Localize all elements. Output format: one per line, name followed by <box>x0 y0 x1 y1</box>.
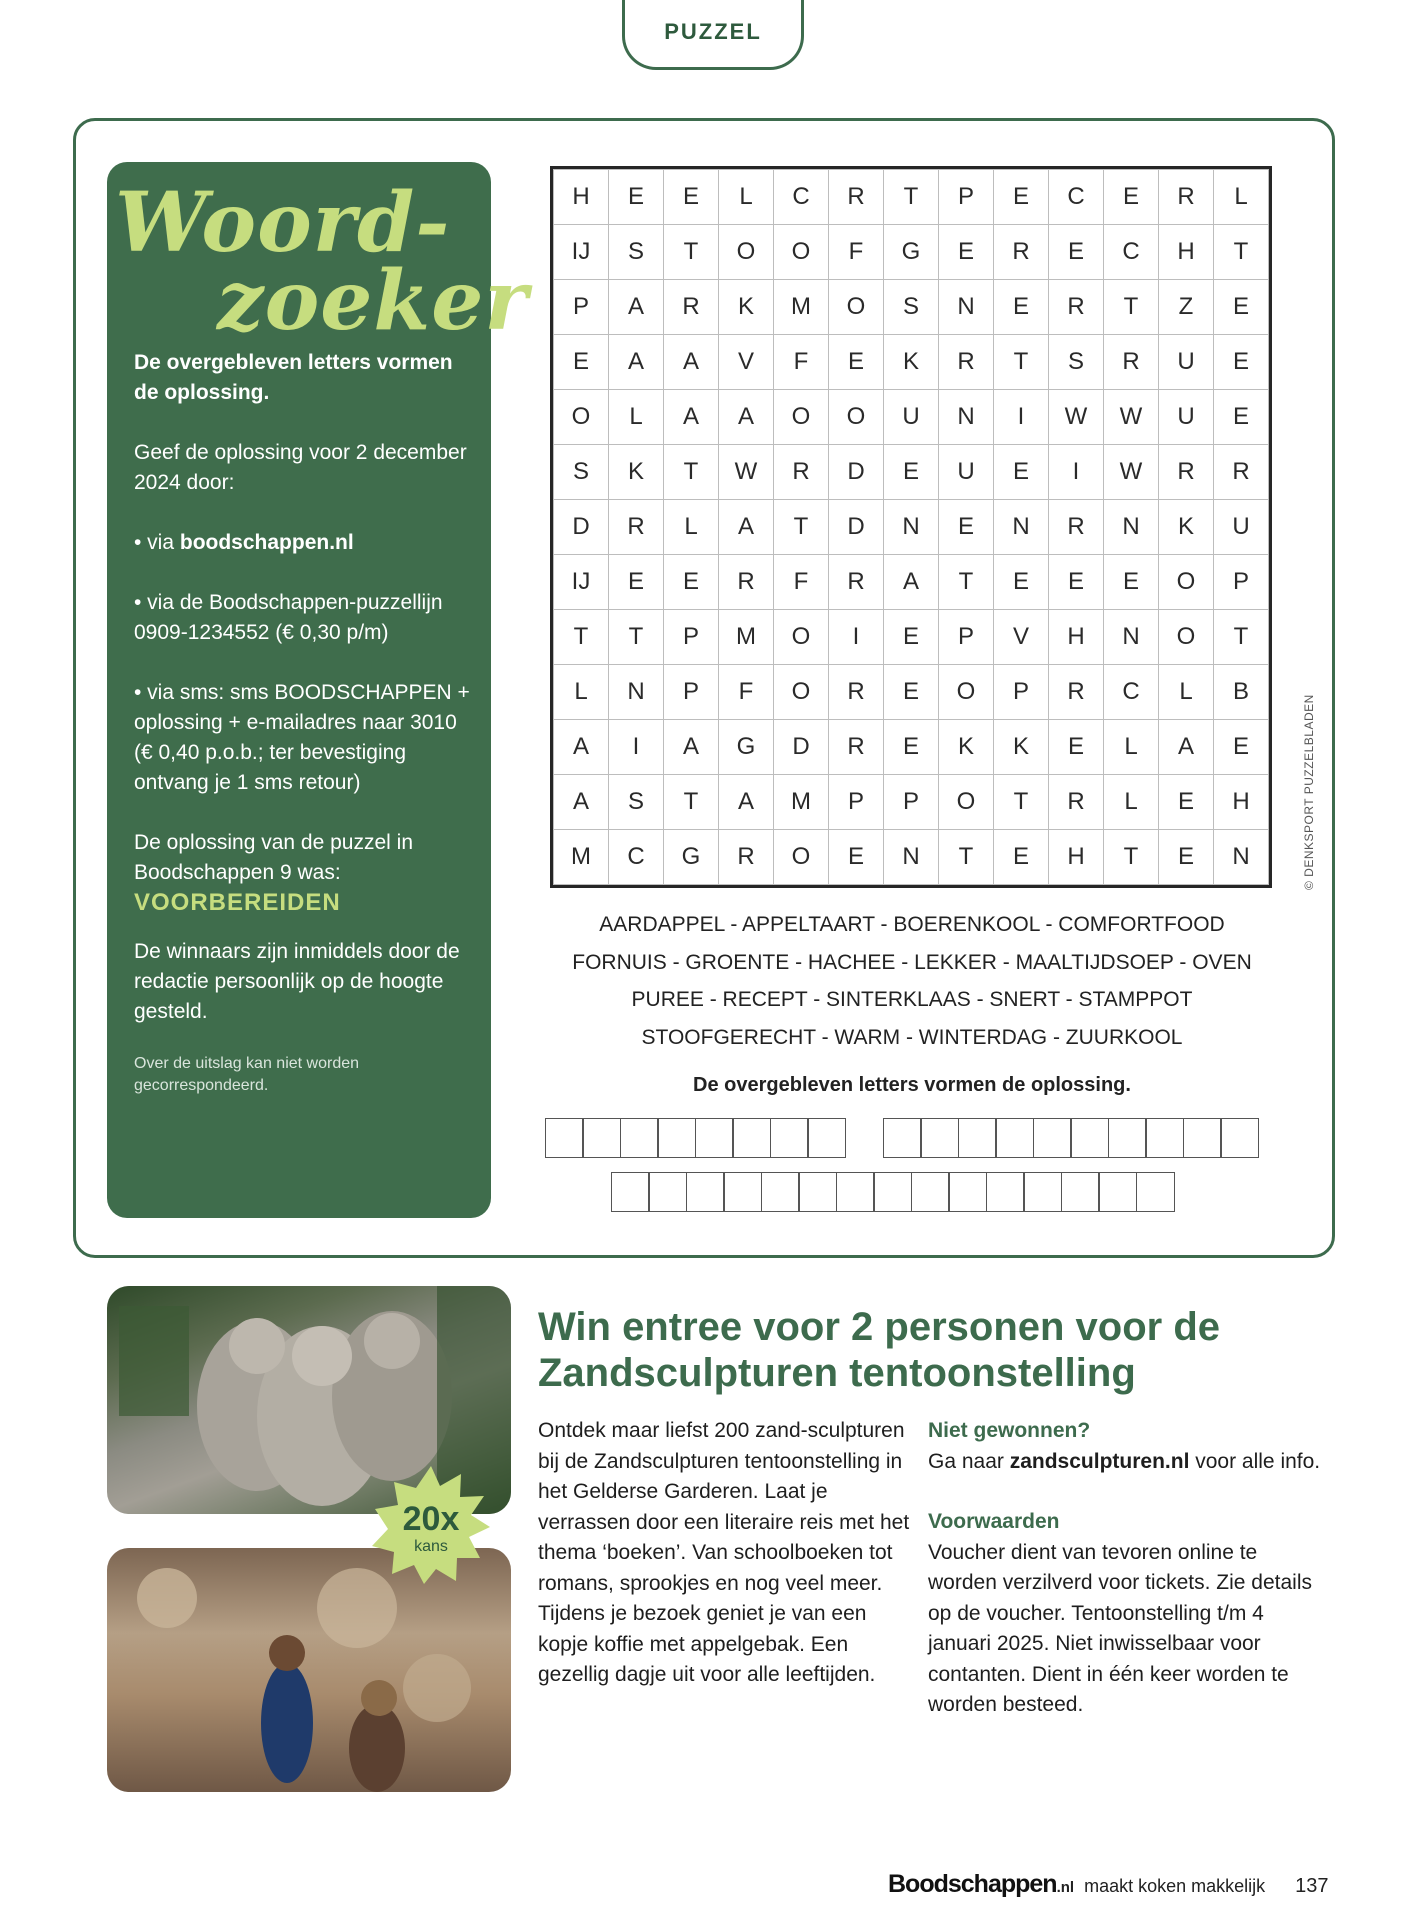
grid-row <box>554 665 1269 720</box>
word-line: PUREE - RECEPT - SINTERKLAAS - SNERT - STAMPPOT <box>631 988 1193 1011</box>
grid-cell: P <box>554 280 609 335</box>
instructions-panel <box>107 162 529 1218</box>
contest-body: Ontdek maar liefst 200 zand-sculpturen bij de Zandsculpturen tentoonstelling in het Gelderse Garderen. Laat je verrassen door een literaire reis met het thema ‘boeken’. Van schoolboeken tot romans, sprookjes en nog veel meer. Tijdens je bezoek geniet je van een kopje koffie met appelgebak. Een gezellig dagje uit voor alle leeftijden. <box>538 1419 910 1686</box>
grid-cell: F <box>774 555 829 610</box>
solution-box[interactable] <box>873 1172 912 1212</box>
grid-cell: P <box>829 775 884 830</box>
grid-cell: R <box>609 500 664 555</box>
grid-cell: N <box>1214 830 1269 885</box>
grid-cell: E <box>1159 830 1214 885</box>
brand-logo: Boodschappen <box>888 1870 1057 1898</box>
solution-box[interactable] <box>1136 1172 1175 1212</box>
grid-row <box>554 555 1269 610</box>
intro-text: De overgebleven letters vormen de oplossing. <box>134 351 453 404</box>
grid-cell: M <box>774 775 829 830</box>
not-won-suffix: voor alle info. <box>1189 1449 1321 1473</box>
grid-cell: C <box>1104 665 1159 720</box>
grid-cell: R <box>829 665 884 720</box>
grid-row <box>554 170 1269 225</box>
contest-sidebar <box>928 1416 1328 1751</box>
grid-cell: E <box>609 555 664 610</box>
grid-cell: F <box>719 665 774 720</box>
grid-cell: K <box>719 280 774 335</box>
grid-cell: A <box>609 280 664 335</box>
solution-box[interactable] <box>1033 1118 1072 1158</box>
tagline: maakt koken makkelijk <box>1084 1876 1266 1896</box>
section-tab: PUZZEL <box>622 0 804 70</box>
grid-cell: S <box>1049 335 1104 390</box>
grid-cell: I <box>1049 445 1104 500</box>
not-won-heading: Niet gewonnen? <box>928 1419 1091 1442</box>
word-line: AARDAPPEL - APPELTAART - BOERENKOOL - COMFORTFOOD <box>599 913 1225 936</box>
grid-cell: T <box>609 610 664 665</box>
grid-cell: L <box>1104 720 1159 775</box>
grid-cell: R <box>829 555 884 610</box>
grid-cell: T <box>1104 830 1159 885</box>
solution-box[interactable] <box>1098 1172 1137 1212</box>
solution-box[interactable] <box>995 1118 1034 1158</box>
solution-box[interactable] <box>958 1118 997 1158</box>
grid-cell: R <box>1159 170 1214 225</box>
grid-cell: I <box>609 720 664 775</box>
grid-cell: E <box>664 555 719 610</box>
grid-cell: U <box>1159 335 1214 390</box>
grid-cell: T <box>884 170 939 225</box>
solution-box[interactable] <box>761 1172 800 1212</box>
grid-cell: Z <box>1159 280 1214 335</box>
title-line-1: Woord- <box>115 175 451 271</box>
grid-cell: S <box>884 280 939 335</box>
grid-cell: O <box>774 390 829 445</box>
badge-label: kans <box>414 1538 448 1555</box>
grid-cell: A <box>664 720 719 775</box>
grid-cell: IJ <box>554 555 609 610</box>
grid-cell: E <box>884 720 939 775</box>
grid-cell: P <box>939 170 994 225</box>
solution-box[interactable] <box>911 1172 950 1212</box>
grid-cell: E <box>994 555 1049 610</box>
grid-row <box>554 225 1269 280</box>
grid-cell: E <box>609 170 664 225</box>
grid-cell: E <box>1104 170 1159 225</box>
grid-cell: P <box>1214 555 1269 610</box>
solution-box[interactable] <box>1220 1118 1259 1158</box>
grid-cell: E <box>829 830 884 885</box>
solution-box[interactable] <box>545 1118 584 1158</box>
terms-heading: Voorwaarden <box>928 1510 1060 1533</box>
page-footer <box>888 1870 1329 1899</box>
via-sms: • via sms: sms BOODSCHAPPEN + oplossing + e-mailadres naar 3010 (€ 0,40 p.o.b.; ter bevestiging ontvang je 1 sms retour) <box>134 681 470 794</box>
grid-cell: N <box>1104 500 1159 555</box>
word-line: FORNUIS - GROENTE - HACHEE - LEKKER - MAALTIJDSOEP - OVEN <box>572 950 1252 974</box>
terms-text: Voucher dient van tevoren online te worden verzilverd voor tickets. Zie details op de voucher. Tentoonstelling t/m 4 januari 2025. Niet inwisselbaar voor contanten. Dient in één keer worden te worden besteed. <box>928 1540 1312 1716</box>
grid-cell: T <box>554 610 609 665</box>
solution-box[interactable] <box>798 1172 837 1212</box>
grid-cell: D <box>554 500 609 555</box>
grid-cell: D <box>774 720 829 775</box>
solution-box[interactable] <box>1183 1118 1222 1158</box>
grid-cell: N <box>1104 610 1159 665</box>
grid-cell: G <box>884 225 939 280</box>
grid-cell: M <box>719 610 774 665</box>
grid-cell: A <box>664 335 719 390</box>
grid-cell: V <box>719 335 774 390</box>
grid-cell: E <box>939 225 994 280</box>
grid-cell: S <box>554 445 609 500</box>
grid-cell: R <box>664 280 719 335</box>
solution-box[interactable] <box>620 1118 659 1158</box>
grid-cell: T <box>664 225 719 280</box>
solution-box[interactable] <box>582 1118 621 1158</box>
solution-boxes-row-1a <box>546 1118 846 1158</box>
grid-cell: A <box>719 775 774 830</box>
solution-box[interactable] <box>723 1172 762 1212</box>
grid-cell: B <box>1214 665 1269 720</box>
grid-cell: L <box>1214 170 1269 225</box>
grid-cell: O <box>939 775 994 830</box>
via-phone: • via de Boodschappen-puzzellijn 0909-1234552 (€ 0,30 p/m) <box>134 591 443 644</box>
grid-cell: R <box>1104 335 1159 390</box>
grid-cell: E <box>1214 335 1269 390</box>
grid-row <box>554 610 1269 665</box>
grid-cell: N <box>884 500 939 555</box>
grid-cell: E <box>884 445 939 500</box>
grid-cell: C <box>774 170 829 225</box>
grid-cell: A <box>554 720 609 775</box>
grid-cell: E <box>1214 280 1269 335</box>
grid-cell: T <box>1214 610 1269 665</box>
grid-row <box>554 830 1269 885</box>
grid-cell: F <box>774 335 829 390</box>
disclaimer-text: Over de uitslag kan niet worden gecorrespondeerd. <box>134 1055 360 1094</box>
grid-row <box>554 445 1269 500</box>
grid-row <box>554 390 1269 445</box>
grid-cell: U <box>884 390 939 445</box>
grid-cell: A <box>719 500 774 555</box>
solution-box[interactable] <box>920 1118 959 1158</box>
grid-cell: R <box>1049 775 1104 830</box>
zandsculpturen-link[interactable]: zandsculpturen.nl <box>1009 1449 1190 1473</box>
puzzle-title <box>115 175 529 349</box>
site-link[interactable]: boodschappen.nl <box>179 531 354 554</box>
grid-cell: E <box>884 610 939 665</box>
grid-cell: W <box>1049 390 1104 445</box>
grid-cell: E <box>939 500 994 555</box>
grid-cell: L <box>554 665 609 720</box>
grid-cell: E <box>1214 720 1269 775</box>
grid-cell: O <box>1159 610 1214 665</box>
grid-cell: R <box>829 170 884 225</box>
solution-box[interactable] <box>948 1172 987 1212</box>
grid-cell: K <box>1159 500 1214 555</box>
grid-cell: K <box>609 445 664 500</box>
grid-cell: R <box>1049 665 1104 720</box>
winners-text: De winnaars zijn inmiddels door de redactie persoonlijk op de hoogte gesteld. <box>134 940 460 1023</box>
grid-cell: T <box>1104 280 1159 335</box>
grid-cell: L <box>1159 665 1214 720</box>
grid-cell: E <box>1049 555 1104 610</box>
grid-cell: E <box>664 170 719 225</box>
grid-cell: E <box>1049 720 1104 775</box>
grid-cell: N <box>884 830 939 885</box>
grid-row <box>554 500 1269 555</box>
grid-cell: M <box>774 280 829 335</box>
grid-cell: W <box>1104 390 1159 445</box>
solution-boxes-row-1b <box>884 1118 1259 1158</box>
solution-boxes-row-2 <box>612 1172 1175 1212</box>
solution-box[interactable] <box>1061 1172 1100 1212</box>
grid-cell: O <box>719 225 774 280</box>
sand-sculpture-books-photo <box>107 1548 511 1792</box>
solution-box[interactable] <box>1108 1118 1147 1158</box>
solution-box[interactable] <box>883 1118 922 1158</box>
grid-cell: O <box>774 830 829 885</box>
grid-cell: T <box>994 335 1049 390</box>
grid-cell: L <box>664 500 719 555</box>
grid-cell: H <box>554 170 609 225</box>
grid-cell: U <box>1214 500 1269 555</box>
grid-cell: A <box>719 390 774 445</box>
grid-cell: T <box>939 555 994 610</box>
grid-cell: O <box>774 665 829 720</box>
not-won-prefix: Ga naar <box>928 1449 1010 1473</box>
word-line: STOOFGERECHT - WARM - WINTERDAG - ZUURKOOL <box>641 1025 1183 1049</box>
solution-box[interactable] <box>836 1172 875 1212</box>
grid-cell: V <box>994 610 1049 665</box>
word-list <box>548 906 1276 1056</box>
grid-cell: C <box>609 830 664 885</box>
previous-solution-block <box>134 828 479 919</box>
grid-cell: R <box>1159 445 1214 500</box>
grid-cell: P <box>664 665 719 720</box>
grid-cell: N <box>939 390 994 445</box>
badge-number: 20x <box>402 1500 460 1538</box>
grid-cell: N <box>609 665 664 720</box>
solution-hint: De overgebleven letters vormen de oplossing. <box>693 1074 1131 1096</box>
solution-box[interactable] <box>986 1172 1025 1212</box>
grid-cell: L <box>719 170 774 225</box>
grid-cell: W <box>719 445 774 500</box>
grid-cell: E <box>994 170 1049 225</box>
grid-cell: E <box>1049 225 1104 280</box>
grid-cell: A <box>884 555 939 610</box>
grid-cell: A <box>1159 720 1214 775</box>
grid-cell: D <box>829 500 884 555</box>
grid-cell: T <box>664 445 719 500</box>
grid-cell: O <box>774 610 829 665</box>
chance-badge <box>372 1466 490 1584</box>
grid-cell: A <box>664 390 719 445</box>
grid-cell: I <box>829 610 884 665</box>
solution-box[interactable] <box>648 1172 687 1212</box>
grid-cell: E <box>994 830 1049 885</box>
grid-cell: C <box>1049 170 1104 225</box>
grid-cell: A <box>609 335 664 390</box>
solution-box[interactable] <box>1023 1172 1062 1212</box>
grid-cell: N <box>994 500 1049 555</box>
grid-cell: I <box>994 390 1049 445</box>
grid-cell: H <box>1214 775 1269 830</box>
grid-cell: E <box>554 335 609 390</box>
solution-box[interactable] <box>695 1118 734 1158</box>
grid-cell: O <box>939 665 994 720</box>
solution-box[interactable] <box>1145 1118 1184 1158</box>
not-won-text <box>928 1447 1328 1478</box>
grid-cell: T <box>1214 225 1269 280</box>
grid-cell: U <box>939 445 994 500</box>
grid-cell: H <box>1049 830 1104 885</box>
grid-cell: P <box>884 775 939 830</box>
grid-cell: L <box>609 390 664 445</box>
grid-cell: L <box>1104 775 1159 830</box>
grid-cell: R <box>939 335 994 390</box>
grid-cell: E <box>994 280 1049 335</box>
deadline-text: Geef de oplossing voor 2 december 2024 door: <box>134 441 467 494</box>
grid-cell: R <box>994 225 1049 280</box>
sculpture-wall-illustration <box>107 1548 511 1792</box>
grid-row <box>554 720 1269 775</box>
grid-cell: R <box>1049 500 1104 555</box>
previous-label: De oplossing van de puzzel in Boodschappen 9 was: <box>134 831 414 884</box>
contest-headline: Win entree voor 2 personen voor de Zandsculpturen tentoonstelling <box>538 1305 1221 1395</box>
grid-row <box>554 335 1269 390</box>
grid-cell: T <box>939 830 994 885</box>
grid-cell: G <box>664 830 719 885</box>
grid-cell: F <box>829 225 884 280</box>
grid-cell: H <box>1049 610 1104 665</box>
grid-cell: W <box>1104 445 1159 500</box>
grid-cell: O <box>829 280 884 335</box>
grid-cell: G <box>719 720 774 775</box>
grid-cell: M <box>554 830 609 885</box>
grid-cell: K <box>884 335 939 390</box>
grid-cell: R <box>719 830 774 885</box>
credit-text: © DENKSPORT PUZZELBLADEN <box>1302 694 1316 890</box>
solution-box[interactable] <box>807 1118 846 1158</box>
brand-suffix: .nl <box>1056 1879 1075 1896</box>
grid-cell: R <box>1049 280 1104 335</box>
grid-cell: O <box>554 390 609 445</box>
grid-cell: E <box>1104 555 1159 610</box>
grid-cell: O <box>774 225 829 280</box>
grid-cell: O <box>1159 555 1214 610</box>
solution-box[interactable] <box>611 1172 650 1212</box>
solution-box[interactable] <box>732 1118 771 1158</box>
grid-cell: E <box>1214 390 1269 445</box>
grid-cell: P <box>939 610 994 665</box>
grid-cell: K <box>994 720 1049 775</box>
grid-row <box>554 775 1269 830</box>
grid-cell: P <box>994 665 1049 720</box>
solution-box[interactable] <box>770 1118 809 1158</box>
solution-box[interactable] <box>1070 1118 1109 1158</box>
grid-cell: C <box>1104 225 1159 280</box>
grid-cell: P <box>664 610 719 665</box>
grid-cell: E <box>994 445 1049 500</box>
via-site-prefix: • via <box>134 531 180 554</box>
grid-cell: N <box>939 280 994 335</box>
grid-cell: T <box>664 775 719 830</box>
via-site <box>134 528 479 558</box>
solution-box[interactable] <box>657 1118 696 1158</box>
grid-cell: R <box>774 445 829 500</box>
grid-cell: IJ <box>554 225 609 280</box>
word-search-grid <box>550 166 1272 888</box>
grid-cell: E <box>1159 775 1214 830</box>
grid-cell: E <box>884 665 939 720</box>
page-number: 137 <box>1295 1875 1329 1897</box>
grid-cell: K <box>939 720 994 775</box>
grid-cell: S <box>609 225 664 280</box>
grid-cell: D <box>829 445 884 500</box>
previous-solution: VOORBEREIDEN <box>134 889 341 916</box>
title-line-2: zoeker <box>217 253 529 349</box>
grid-cell: E <box>829 335 884 390</box>
grid-cell: O <box>829 390 884 445</box>
grid-cell: R <box>719 555 774 610</box>
instructions-text <box>134 348 479 1127</box>
grid-cell: R <box>829 720 884 775</box>
solution-box[interactable] <box>686 1172 725 1212</box>
grid-row <box>554 280 1269 335</box>
grid-cell: R <box>1214 445 1269 500</box>
grid-cell: A <box>554 775 609 830</box>
grid-cell: T <box>994 775 1049 830</box>
grid-cell: S <box>609 775 664 830</box>
grid-cell: H <box>1159 225 1214 280</box>
grid-cell: T <box>774 500 829 555</box>
grid-cell: U <box>1159 390 1214 445</box>
